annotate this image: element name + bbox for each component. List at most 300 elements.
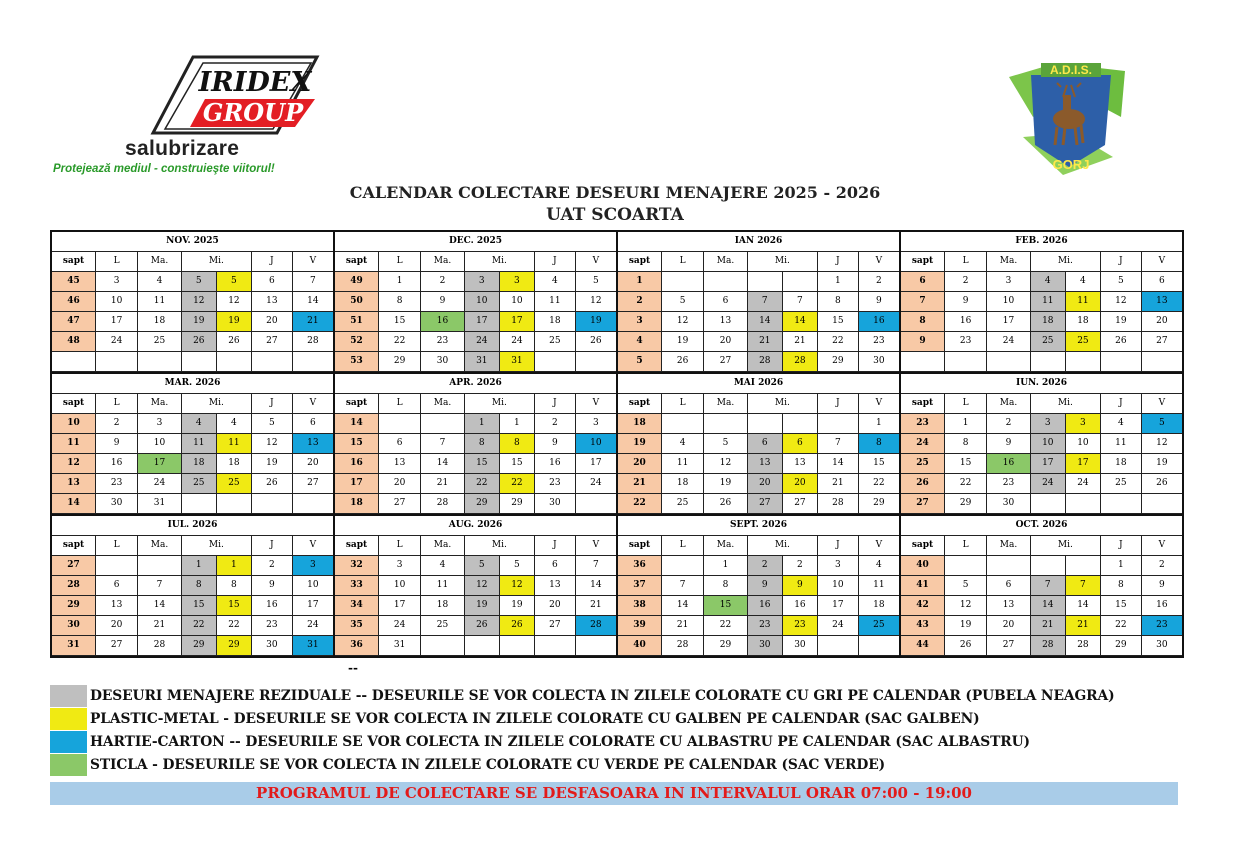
day-cell	[858, 636, 899, 656]
day-cell: 19	[216, 312, 251, 332]
day-cell	[782, 414, 817, 434]
day-cell: 7	[817, 434, 858, 454]
day-cell: 22	[704, 616, 748, 636]
day-cell: 4	[216, 414, 251, 434]
column-header: Ma.	[704, 536, 748, 556]
day-cell: 1	[817, 272, 858, 292]
day-cell: 24	[292, 616, 333, 636]
day-cell: 29	[499, 494, 534, 514]
day-cell: 16	[987, 454, 1031, 474]
month-table	[335, 516, 618, 656]
column-header: J	[817, 394, 858, 414]
day-cell: 16	[747, 596, 782, 616]
day-cell: 28	[662, 636, 704, 656]
week-row	[335, 414, 616, 434]
day-cell: 4	[1065, 272, 1100, 292]
day-cell: 23	[534, 474, 575, 494]
day-cell: 24	[987, 332, 1031, 352]
day-cell	[1030, 494, 1065, 514]
week-row	[618, 616, 899, 636]
day-cell: 5	[181, 272, 216, 292]
column-header: Ma.	[987, 252, 1031, 272]
week-row	[901, 332, 1182, 352]
week-number: 31	[52, 636, 96, 656]
day-cell: 24	[379, 616, 421, 636]
column-header: sapt	[52, 394, 96, 414]
week-row	[52, 434, 333, 454]
day-cell: 15	[379, 312, 421, 332]
week-number: 34	[335, 596, 379, 616]
column-header: sapt	[901, 394, 945, 414]
column-header: J	[1100, 252, 1141, 272]
day-cell: 6	[292, 414, 333, 434]
day-cell: 31	[464, 352, 499, 372]
day-cell: 12	[1100, 292, 1141, 312]
day-cell	[534, 352, 575, 372]
week-row	[335, 616, 616, 636]
week-row	[335, 474, 616, 494]
dash-mark: --	[348, 661, 358, 675]
day-cell: 21	[292, 312, 333, 332]
week-row	[335, 576, 616, 596]
month-name: APR. 2026	[335, 374, 616, 394]
column-header: V	[1141, 394, 1182, 414]
column-header: J	[1100, 536, 1141, 556]
day-cell: 27	[292, 474, 333, 494]
day-cell: 28	[421, 494, 465, 514]
day-cell: 10	[96, 292, 138, 312]
day-cell	[251, 494, 292, 514]
day-cell	[747, 272, 782, 292]
day-cell: 17	[499, 312, 534, 332]
column-header: sapt	[901, 536, 945, 556]
legend-text: PLASTIC-METAL - DESEURILE SE VOR COLECTA IN ZILELE COLORATE CU GALBEN PE CALENDAR (SAC GALBEN)	[90, 710, 980, 727]
iridex-logo	[50, 55, 350, 180]
week-number: 29	[52, 596, 96, 616]
column-header: Mi.	[181, 394, 251, 414]
day-cell: 28	[817, 494, 858, 514]
day-cell: 27	[1141, 332, 1182, 352]
day-cell: 1	[1100, 556, 1141, 576]
week-number: 21	[618, 474, 662, 494]
day-cell: 18	[216, 454, 251, 474]
column-header: Mi.	[464, 252, 534, 272]
week-row	[901, 596, 1182, 616]
legend-text: HARTIE-CARTON -- DESEURILE SE VOR COLECTA IN ZILELE COLORATE CU ALBASTRU PE CALENDAR (SAC ALBASTRU)	[90, 733, 1030, 750]
month-table	[52, 374, 335, 514]
legend-item	[50, 730, 1184, 753]
day-cell: 11	[138, 292, 182, 312]
week-row	[901, 292, 1182, 312]
day-cell	[292, 494, 333, 514]
day-cell: 26	[464, 616, 499, 636]
week-row	[335, 494, 616, 514]
month-name: FEB. 2026	[901, 232, 1182, 252]
week-number: 48	[52, 332, 96, 352]
week-row	[335, 332, 616, 352]
month-row	[52, 232, 1182, 374]
day-cell: 15	[216, 596, 251, 616]
day-cell: 20	[251, 312, 292, 332]
day-cell: 14	[747, 312, 782, 332]
day-cell: 23	[96, 474, 138, 494]
day-cell: 4	[858, 556, 899, 576]
day-cell: 16	[251, 596, 292, 616]
day-cell: 25	[534, 332, 575, 352]
week-row	[618, 474, 899, 494]
day-cell: 23	[782, 616, 817, 636]
day-cell: 3	[817, 556, 858, 576]
day-cell: 20	[782, 474, 817, 494]
column-header: V	[1141, 252, 1182, 272]
day-cell: 12	[464, 576, 499, 596]
day-cell: 21	[1065, 616, 1100, 636]
day-cell: 4	[534, 272, 575, 292]
brand-bottom-text: GROUP	[202, 98, 304, 127]
day-cell: 17	[575, 454, 616, 474]
week-number: 39	[618, 616, 662, 636]
day-cell: 13	[782, 454, 817, 474]
column-header: L	[96, 394, 138, 414]
column-header: Mi.	[1030, 394, 1100, 414]
column-header: Mi.	[181, 252, 251, 272]
day-cell: 25	[216, 474, 251, 494]
day-cell: 31	[138, 494, 182, 514]
day-cell: 4	[1100, 414, 1141, 434]
day-cell: 1	[704, 556, 748, 576]
week-row	[618, 332, 899, 352]
day-cell: 7	[747, 292, 782, 312]
day-cell	[138, 352, 182, 372]
column-header: J	[1100, 394, 1141, 414]
day-cell: 18	[534, 312, 575, 332]
column-header: Ma.	[138, 536, 182, 556]
week-number: 18	[618, 414, 662, 434]
day-cell: 9	[782, 576, 817, 596]
week-number: 42	[901, 596, 945, 616]
column-header: L	[96, 536, 138, 556]
adis-gorj-logo	[1003, 57, 1133, 179]
day-cell	[1100, 494, 1141, 514]
week-number: 26	[901, 474, 945, 494]
day-cell: 2	[945, 272, 987, 292]
week-row	[901, 474, 1182, 494]
day-cell: 26	[1141, 474, 1182, 494]
day-cell: 11	[216, 434, 251, 454]
day-cell: 13	[704, 312, 748, 332]
week-row	[901, 352, 1182, 372]
day-cell: 22	[858, 474, 899, 494]
adis-text: A.D.I.S.	[1049, 63, 1093, 77]
column-header: Ma.	[704, 252, 748, 272]
month-table	[335, 232, 618, 372]
day-cell: 5	[499, 556, 534, 576]
week-row	[901, 636, 1182, 656]
week-number: 41	[901, 576, 945, 596]
column-header: V	[292, 536, 333, 556]
day-cell: 17	[817, 596, 858, 616]
column-header: V	[575, 252, 616, 272]
day-cell: 30	[534, 494, 575, 514]
day-cell: 11	[421, 576, 465, 596]
week-number: 25	[901, 454, 945, 474]
day-cell: 25	[1030, 332, 1065, 352]
day-cell: 20	[747, 474, 782, 494]
day-cell: 5	[662, 292, 704, 312]
day-cell	[704, 414, 748, 434]
day-cell: 28	[575, 616, 616, 636]
day-cell: 1	[181, 556, 216, 576]
week-number: 20	[618, 454, 662, 474]
column-header: J	[817, 252, 858, 272]
column-header: J	[251, 394, 292, 414]
day-cell: 15	[1100, 596, 1141, 616]
day-cell: 17	[464, 312, 499, 332]
day-cell: 4	[138, 272, 182, 292]
day-cell	[945, 556, 987, 576]
column-header: sapt	[52, 536, 96, 556]
day-cell: 23	[1141, 616, 1182, 636]
week-row	[618, 494, 899, 514]
month-row	[52, 516, 1182, 656]
week-row	[52, 494, 333, 514]
week-number: 37	[618, 576, 662, 596]
day-cell: 6	[251, 272, 292, 292]
column-header: J	[251, 252, 292, 272]
day-cell: 18	[181, 454, 216, 474]
column-header: Ma.	[138, 394, 182, 414]
day-cell: 12	[216, 292, 251, 312]
week-row	[52, 556, 333, 576]
day-cell: 15	[858, 454, 899, 474]
column-header: V	[575, 394, 616, 414]
day-cell: 8	[858, 434, 899, 454]
day-cell: 7	[138, 576, 182, 596]
week-number: 12	[52, 454, 96, 474]
day-cell: 19	[251, 454, 292, 474]
week-row	[618, 636, 899, 656]
column-header: Mi.	[181, 536, 251, 556]
day-cell: 2	[251, 556, 292, 576]
day-cell: 17	[1030, 454, 1065, 474]
day-cell	[662, 272, 704, 292]
day-cell: 28	[1065, 636, 1100, 656]
week-number: 19	[618, 434, 662, 454]
day-cell: 30	[251, 636, 292, 656]
column-header: Mi.	[464, 394, 534, 414]
day-cell: 26	[945, 636, 987, 656]
month-name: MAI 2026	[618, 374, 899, 394]
column-header: J	[534, 252, 575, 272]
day-cell: 1	[499, 414, 534, 434]
day-cell: 29	[1100, 636, 1141, 656]
day-cell: 5	[251, 414, 292, 434]
day-cell: 16	[534, 454, 575, 474]
day-cell: 12	[945, 596, 987, 616]
column-header: V	[292, 394, 333, 414]
day-cell: 5	[575, 272, 616, 292]
column-header: Mi.	[747, 536, 817, 556]
day-cell: 18	[1065, 312, 1100, 332]
day-cell: 26	[662, 352, 704, 372]
day-cell: 3	[575, 414, 616, 434]
week-number: 50	[335, 292, 379, 312]
day-cell: 9	[945, 292, 987, 312]
brand-subtitle: salubrizare	[125, 137, 240, 160]
week-row	[618, 312, 899, 332]
week-number: 46	[52, 292, 96, 312]
day-cell: 29	[379, 352, 421, 372]
day-cell: 9	[421, 292, 465, 312]
week-row	[901, 556, 1182, 576]
day-cell: 6	[782, 434, 817, 454]
day-cell: 14	[817, 454, 858, 474]
day-cell: 3	[1030, 414, 1065, 434]
week-number: 33	[335, 576, 379, 596]
week-number: 32	[335, 556, 379, 576]
column-header: Mi.	[747, 394, 817, 414]
day-cell: 9	[987, 434, 1031, 454]
day-cell: 19	[945, 616, 987, 636]
day-cell: 17	[379, 596, 421, 616]
week-row	[52, 272, 333, 292]
day-cell: 13	[747, 454, 782, 474]
day-cell: 21	[1030, 616, 1065, 636]
day-cell: 31	[292, 636, 333, 656]
day-cell: 29	[704, 636, 748, 656]
day-cell	[704, 272, 748, 292]
day-cell: 10	[138, 434, 182, 454]
day-cell	[662, 414, 704, 434]
schedule-footer: PROGRAMUL DE COLECTARE SE DESFASOARA IN INTERVALUL ORAR 07:00 - 19:00	[50, 782, 1178, 805]
month-name: DEC. 2025	[335, 232, 616, 252]
column-header: sapt	[618, 394, 662, 414]
month-table	[335, 374, 618, 514]
day-cell	[987, 556, 1031, 576]
week-number: 16	[335, 454, 379, 474]
day-cell	[216, 352, 251, 372]
week-row	[618, 272, 899, 292]
day-cell	[96, 556, 138, 576]
day-cell: 26	[251, 474, 292, 494]
day-cell: 3	[1065, 414, 1100, 434]
month-table	[52, 232, 335, 372]
day-cell: 4	[1030, 272, 1065, 292]
column-header: V	[858, 536, 899, 556]
column-header: sapt	[335, 252, 379, 272]
day-cell	[421, 414, 465, 434]
day-cell	[575, 352, 616, 372]
column-header: sapt	[901, 252, 945, 272]
day-cell: 18	[421, 596, 465, 616]
week-row	[618, 576, 899, 596]
column-header: Ma.	[987, 394, 1031, 414]
day-cell: 19	[1100, 312, 1141, 332]
day-cell: 14	[1065, 596, 1100, 616]
day-cell	[575, 494, 616, 514]
column-header: sapt	[618, 252, 662, 272]
month-name: SEPT. 2026	[618, 516, 899, 536]
day-cell	[1065, 494, 1100, 514]
column-header: Ma.	[704, 394, 748, 414]
day-cell: 24	[138, 474, 182, 494]
week-row	[335, 312, 616, 332]
day-cell	[817, 636, 858, 656]
column-header: J	[817, 536, 858, 556]
day-cell: 18	[138, 312, 182, 332]
day-cell: 3	[379, 556, 421, 576]
day-cell: 2	[96, 414, 138, 434]
day-cell	[181, 494, 216, 514]
day-cell: 2	[858, 272, 899, 292]
day-cell	[181, 352, 216, 372]
day-cell: 1	[379, 272, 421, 292]
day-cell: 15	[945, 454, 987, 474]
day-cell: 27	[534, 616, 575, 636]
week-row	[52, 414, 333, 434]
day-cell: 5	[945, 576, 987, 596]
column-header: sapt	[52, 252, 96, 272]
legend-item	[50, 753, 1184, 776]
day-cell: 29	[464, 494, 499, 514]
week-row	[901, 576, 1182, 596]
day-cell: 15	[704, 596, 748, 616]
week-number: 22	[618, 494, 662, 514]
week-row	[618, 352, 899, 372]
day-cell: 7	[662, 576, 704, 596]
week-row	[335, 556, 616, 576]
day-cell: 14	[292, 292, 333, 312]
day-cell	[96, 352, 138, 372]
day-cell: 19	[575, 312, 616, 332]
day-cell: 20	[96, 616, 138, 636]
slogan: Protejează mediul - construieşte viitorul!	[53, 163, 275, 175]
day-cell: 11	[534, 292, 575, 312]
week-number: 6	[901, 272, 945, 292]
day-cell: 6	[379, 434, 421, 454]
column-header: V	[858, 252, 899, 272]
column-header: Mi.	[1030, 252, 1100, 272]
day-cell: 3	[138, 414, 182, 434]
day-cell: 12	[499, 576, 534, 596]
day-cell	[987, 352, 1031, 372]
day-cell: 26	[181, 332, 216, 352]
day-cell: 2	[782, 556, 817, 576]
week-row	[618, 556, 899, 576]
day-cell: 1	[216, 556, 251, 576]
day-cell: 30	[96, 494, 138, 514]
legend-text: STICLA - DESEURILE SE VOR COLECTA IN ZILELE COLORATE CU VERDE PE CALENDAR (SAC VERDE)	[90, 756, 886, 773]
column-header: Ma.	[421, 394, 465, 414]
day-cell: 31	[499, 352, 534, 372]
column-header: L	[379, 252, 421, 272]
week-number: 14	[335, 414, 379, 434]
week-number: 10	[52, 414, 96, 434]
week-row	[52, 616, 333, 636]
day-cell: 14	[575, 576, 616, 596]
week-number: 40	[901, 556, 945, 576]
day-cell: 2	[421, 272, 465, 292]
column-header: Ma.	[421, 252, 465, 272]
day-cell: 6	[1141, 272, 1182, 292]
week-number: 45	[52, 272, 96, 292]
column-header: sapt	[335, 536, 379, 556]
day-cell: 15	[181, 596, 216, 616]
day-cell: 28	[138, 636, 182, 656]
day-cell: 22	[379, 332, 421, 352]
month-name: IUN. 2026	[901, 374, 1182, 394]
day-cell: 24	[1030, 474, 1065, 494]
